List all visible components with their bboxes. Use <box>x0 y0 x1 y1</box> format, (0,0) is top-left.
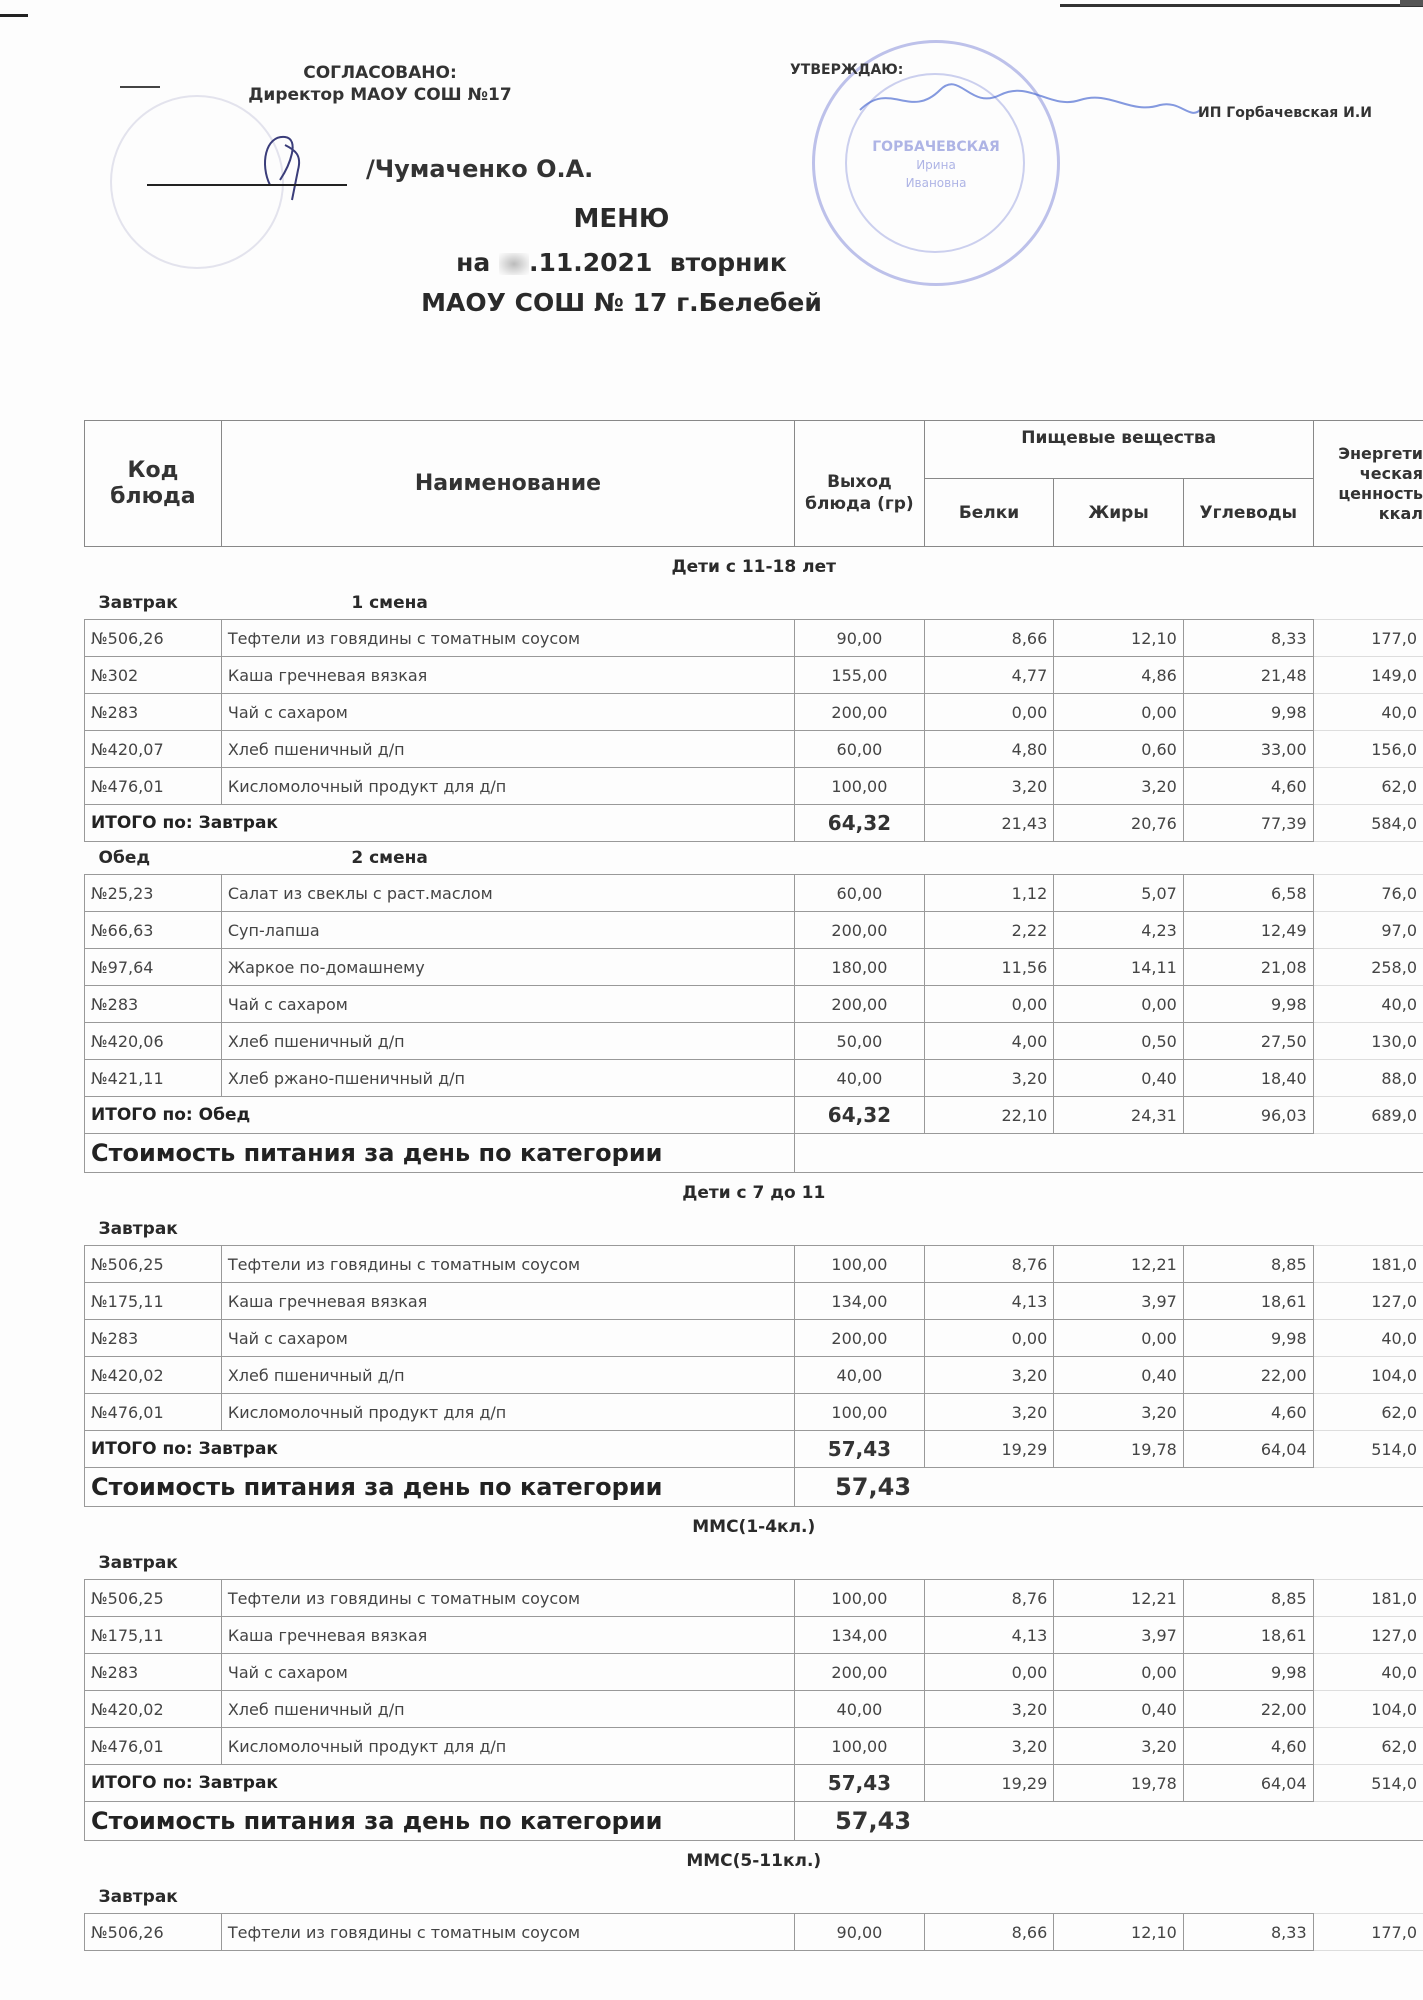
dish-code: №506,25 <box>85 1246 222 1283</box>
total-fats: 20,76 <box>1054 805 1184 842</box>
director-name: /Чумаченко О.А. <box>366 155 594 183</box>
dish-carbs: 9,98 <box>1183 1320 1313 1357</box>
meal-row <box>85 842 1423 875</box>
table-row <box>85 1654 1423 1691</box>
dish-code: №283 <box>85 986 222 1023</box>
meal-row <box>85 1881 1423 1914</box>
category-row <box>85 1173 1423 1214</box>
dish-output: 100,00 <box>795 1728 925 1765</box>
dish-proteins: 3,20 <box>924 1394 1054 1431</box>
dish-output: 40,00 <box>795 1691 925 1728</box>
table-row <box>85 768 1423 805</box>
dish-code: №476,01 <box>85 1728 222 1765</box>
meal-name: Завтрак <box>98 1887 178 1907</box>
table-row <box>85 1394 1423 1431</box>
dish-energy: 127,0 <box>1313 1617 1423 1654</box>
dish-energy: 177,0 <box>1313 620 1423 657</box>
cost-label: Стоимость питания за день по категории <box>85 1134 795 1173</box>
table-row <box>85 1617 1423 1654</box>
dish-output: 40,00 <box>795 1060 925 1097</box>
total-proteins: 21,43 <box>924 805 1054 842</box>
header-name: Наименование <box>221 421 794 547</box>
dish-fats: 3,97 <box>1054 1617 1184 1654</box>
dish-energy: 104,0 <box>1313 1691 1423 1728</box>
dish-name: Хлеб пшеничный д/п <box>221 1691 794 1728</box>
cost-value: 57,43 <box>795 1802 1054 1841</box>
total-energy: 514,0 <box>1313 1765 1423 1802</box>
dish-name: Кисломолочный продукт для д/п <box>221 768 794 805</box>
shift-label: 2 смена <box>351 848 428 868</box>
dish-code: №506,26 <box>85 1914 222 1951</box>
table-row <box>85 1728 1423 1765</box>
dish-energy: 177,0 <box>1313 1914 1423 1951</box>
dish-carbs: 8,33 <box>1183 620 1313 657</box>
dish-output: 100,00 <box>795 1246 925 1283</box>
dish-code: №66,63 <box>85 912 222 949</box>
table-row <box>85 1320 1423 1357</box>
dish-carbs: 22,00 <box>1183 1357 1313 1394</box>
dish-output: 200,00 <box>795 694 925 731</box>
dish-fats: 0,00 <box>1054 986 1184 1023</box>
dish-code: №283 <box>85 1320 222 1357</box>
dish-name: Тефтели из говядины с томатным соусом <box>221 1914 794 1951</box>
dish-fats: 3,20 <box>1054 768 1184 805</box>
dish-carbs: 12,49 <box>1183 912 1313 949</box>
dish-carbs: 18,40 <box>1183 1060 1313 1097</box>
dish-code: №421,11 <box>85 1060 222 1097</box>
dish-code: №283 <box>85 1654 222 1691</box>
dish-proteins: 11,56 <box>924 949 1054 986</box>
dish-fats: 4,86 <box>1054 657 1184 694</box>
dish-code: №420,07 <box>85 731 222 768</box>
dish-name: Жаркое по-домашнему <box>221 949 794 986</box>
dish-output: 200,00 <box>795 912 925 949</box>
meal-name: Завтрак <box>98 1219 178 1239</box>
header-nutrients: Пищевые вещества <box>924 421 1313 479</box>
total-row <box>85 1431 1423 1468</box>
dish-proteins: 0,00 <box>924 1654 1054 1691</box>
approver-signature-icon <box>850 60 1210 140</box>
dish-code: №420,02 <box>85 1357 222 1394</box>
scan-edge <box>0 0 1423 8</box>
dish-output: 90,00 <box>795 620 925 657</box>
dish-proteins: 0,00 <box>924 986 1054 1023</box>
meal-name: Завтрак <box>98 1553 178 1573</box>
stamp-line: ГОРБАЧЕВСКАЯ <box>872 139 1000 155</box>
dish-fats: 0,40 <box>1054 1357 1184 1394</box>
dish-energy: 62,0 <box>1313 1394 1423 1431</box>
category-row <box>85 547 1423 588</box>
dish-output: 200,00 <box>795 986 925 1023</box>
dish-proteins: 4,13 <box>924 1283 1054 1320</box>
dish-name: Хлеб пшеничный д/п <box>221 1357 794 1394</box>
dish-code: №25,23 <box>85 875 222 912</box>
dish-code: №97,64 <box>85 949 222 986</box>
header-fats: Жиры <box>1054 479 1184 547</box>
table-row <box>85 912 1423 949</box>
dish-name: Чай с сахаром <box>221 694 794 731</box>
dish-carbs: 8,85 <box>1183 1580 1313 1617</box>
category-row <box>85 1507 1423 1548</box>
dish-name: Суп-лапша <box>221 912 794 949</box>
dish-proteins: 8,76 <box>924 1246 1054 1283</box>
redacted-day <box>499 253 529 275</box>
dish-proteins: 2,22 <box>924 912 1054 949</box>
dish-output: 60,00 <box>795 875 925 912</box>
table-row <box>85 620 1423 657</box>
meal-row <box>85 1547 1423 1580</box>
shift-label <box>221 1547 1423 1580</box>
category-title: Дети с 11-18 лет <box>671 557 836 577</box>
table-row <box>85 1023 1423 1060</box>
dish-carbs: 4,60 <box>1183 768 1313 805</box>
total-fats: 19,78 <box>1054 1765 1184 1802</box>
dish-output: 100,00 <box>795 1580 925 1617</box>
cost-blank <box>1054 1468 1423 1507</box>
dish-proteins: 0,00 <box>924 1320 1054 1357</box>
dish-output: 100,00 <box>795 1394 925 1431</box>
dish-name: Хлеб пшеничный д/п <box>221 1023 794 1060</box>
category-title: Дети с 7 до 11 <box>682 1183 826 1203</box>
dish-energy: 62,0 <box>1313 1728 1423 1765</box>
dish-code: №476,01 <box>85 768 222 805</box>
cost-row <box>85 1802 1423 1841</box>
header-energy: Энергети ческая ценность ккал <box>1313 421 1423 547</box>
confirm-label: УТВЕРЖДАЮ: <box>790 62 904 78</box>
total-label: ИТОГО по: Завтрак <box>85 805 795 842</box>
dish-carbs: 6,58 <box>1183 875 1313 912</box>
dish-name: Тефтели из говядины с томатным соусом <box>221 1246 794 1283</box>
meal-row <box>85 587 1423 620</box>
dish-code: №476,01 <box>85 1394 222 1431</box>
dish-proteins: 3,20 <box>924 1691 1054 1728</box>
dish-carbs: 18,61 <box>1183 1617 1313 1654</box>
dish-name: Каша гречневая вязкая <box>221 1283 794 1320</box>
dish-energy: 104,0 <box>1313 1357 1423 1394</box>
dish-output: 40,00 <box>795 1357 925 1394</box>
dish-proteins: 0,00 <box>924 694 1054 731</box>
dish-output: 134,00 <box>795 1617 925 1654</box>
table-row <box>85 986 1423 1023</box>
cost-blank <box>1054 1802 1423 1841</box>
cost-row <box>85 1134 1423 1173</box>
meal-name: Обед <box>98 848 151 868</box>
approver-name: ИП Горбачевская И.И <box>1198 105 1372 121</box>
dish-energy: 130,0 <box>1313 1023 1423 1060</box>
dish-fats: 0,60 <box>1054 731 1184 768</box>
dish-carbs: 22,00 <box>1183 1691 1313 1728</box>
dish-energy: 88,0 <box>1313 1060 1423 1097</box>
header-output: Выход блюда (гр) <box>795 421 925 547</box>
approved-by: Директор МАОУ СОШ №17 <box>248 85 512 105</box>
dish-carbs: 9,98 <box>1183 694 1313 731</box>
total-output: 57,43 <box>795 1431 925 1468</box>
dish-name: Хлеб пшеничный д/п <box>221 731 794 768</box>
table-row <box>85 731 1423 768</box>
dish-energy: 97,0 <box>1313 912 1423 949</box>
dish-output: 134,00 <box>795 1283 925 1320</box>
page-title: МЕНЮ <box>573 204 670 234</box>
dish-energy: 156,0 <box>1313 731 1423 768</box>
dish-proteins: 8,66 <box>924 1914 1054 1951</box>
total-carbs: 77,39 <box>1183 805 1313 842</box>
dish-energy: 40,0 <box>1313 986 1423 1023</box>
dish-carbs: 21,08 <box>1183 949 1313 986</box>
dish-code: №283 <box>85 694 222 731</box>
dish-fats: 12,10 <box>1054 1914 1184 1951</box>
shift-label <box>221 1213 1423 1246</box>
dish-energy: 258,0 <box>1313 949 1423 986</box>
dish-energy: 40,0 <box>1313 1320 1423 1357</box>
dish-carbs: 33,00 <box>1183 731 1313 768</box>
total-output: 64,32 <box>795 1097 925 1134</box>
table-row <box>85 694 1423 731</box>
dish-name: Чай с сахаром <box>221 1654 794 1691</box>
dish-carbs: 4,60 <box>1183 1394 1313 1431</box>
shift-label: 1 смена <box>351 593 428 613</box>
dish-name: Каша гречневая вязкая <box>221 657 794 694</box>
dish-fats: 14,11 <box>1054 949 1184 986</box>
total-row <box>85 1097 1423 1134</box>
dish-energy: 40,0 <box>1313 694 1423 731</box>
stamp-line: Ивановна <box>905 176 967 190</box>
total-proteins: 22,10 <box>924 1097 1054 1134</box>
dish-fats: 4,23 <box>1054 912 1184 949</box>
dish-fats: 0,00 <box>1054 1654 1184 1691</box>
dish-name: Тефтели из говядины с томатным соусом <box>221 620 794 657</box>
total-carbs: 64,04 <box>1183 1431 1313 1468</box>
shift-label <box>221 1881 1423 1914</box>
total-carbs: 64,04 <box>1183 1765 1313 1802</box>
category-title: ММС(1-4кл.) <box>692 1517 816 1537</box>
dish-code: №175,11 <box>85 1617 222 1654</box>
dish-proteins: 3,20 <box>924 1728 1054 1765</box>
cost-label: Стоимость питания за день по категории <box>85 1468 795 1507</box>
dish-proteins: 3,20 <box>924 1357 1054 1394</box>
table-row <box>85 875 1423 912</box>
total-label: ИТОГО по: Завтрак <box>85 1765 795 1802</box>
dish-carbs: 21,48 <box>1183 657 1313 694</box>
menu-body <box>85 547 1423 1951</box>
dish-proteins: 1,12 <box>924 875 1054 912</box>
date-value: .11.2021 <box>528 248 653 277</box>
dish-energy: 76,0 <box>1313 875 1423 912</box>
dish-code: №506,26 <box>85 620 222 657</box>
dish-name: Хлеб ржано-пшеничный д/п <box>221 1060 794 1097</box>
cost-value <box>795 1134 1054 1173</box>
dish-name: Чай с сахаром <box>221 1320 794 1357</box>
table-row <box>85 1246 1423 1283</box>
dish-proteins: 3,20 <box>924 1060 1054 1097</box>
total-energy: 514,0 <box>1313 1431 1423 1468</box>
dish-fats: 0,40 <box>1054 1060 1184 1097</box>
total-carbs: 96,03 <box>1183 1097 1313 1134</box>
dish-energy: 181,0 <box>1313 1246 1423 1283</box>
dish-proteins: 4,13 <box>924 1617 1054 1654</box>
total-proteins: 19,29 <box>924 1765 1054 1802</box>
dish-energy: 62,0 <box>1313 768 1423 805</box>
menu-table <box>84 420 1423 1951</box>
dish-carbs: 8,85 <box>1183 1246 1313 1283</box>
header-carbs: Углеводы <box>1183 479 1313 547</box>
dish-fats: 0,00 <box>1054 1320 1184 1357</box>
signature-icon <box>230 125 330 205</box>
dish-energy: 40,0 <box>1313 1654 1423 1691</box>
category-title: ММС(5-11кл.) <box>686 1851 822 1871</box>
total-output: 57,43 <box>795 1765 925 1802</box>
signature-line <box>147 184 347 186</box>
total-output: 64,32 <box>795 805 925 842</box>
dish-output: 200,00 <box>795 1654 925 1691</box>
category-row <box>85 1841 1423 1882</box>
dish-output: 50,00 <box>795 1023 925 1060</box>
dish-fats: 12,10 <box>1054 620 1184 657</box>
meal-name: Завтрак <box>98 593 178 613</box>
table-row <box>85 1914 1423 1951</box>
dish-proteins: 4,80 <box>924 731 1054 768</box>
dish-fats: 3,97 <box>1054 1283 1184 1320</box>
table-row <box>85 1357 1423 1394</box>
dish-code: №420,06 <box>85 1023 222 1060</box>
stamp-line: Ирина <box>916 158 956 172</box>
dish-fats: 5,07 <box>1054 875 1184 912</box>
dish-output: 60,00 <box>795 731 925 768</box>
total-proteins: 19,29 <box>924 1431 1054 1468</box>
dish-energy: 127,0 <box>1313 1283 1423 1320</box>
total-energy: 584,0 <box>1313 805 1423 842</box>
dish-proteins: 3,20 <box>924 768 1054 805</box>
dish-name: Чай с сахаром <box>221 986 794 1023</box>
dish-output: 155,00 <box>795 657 925 694</box>
dish-code: №506,25 <box>85 1580 222 1617</box>
dish-energy: 149,0 <box>1313 657 1423 694</box>
dish-code: №175,11 <box>85 1283 222 1320</box>
dish-fats: 12,21 <box>1054 1580 1184 1617</box>
total-row <box>85 1765 1423 1802</box>
dish-energy: 181,0 <box>1313 1580 1423 1617</box>
total-label: ИТОГО по: Обед <box>85 1097 795 1134</box>
dish-code: №302 <box>85 657 222 694</box>
dish-name: Тефтели из говядины с томатным соусом <box>221 1580 794 1617</box>
table-row <box>85 949 1423 986</box>
total-fats: 24,31 <box>1054 1097 1184 1134</box>
dish-fats: 3,20 <box>1054 1394 1184 1431</box>
dish-carbs: 18,61 <box>1183 1283 1313 1320</box>
approved-label: СОГЛАСОВАНО: <box>303 63 457 83</box>
school-name: МАОУ СОШ № 17 г.Белебей <box>421 288 822 317</box>
dish-output: 200,00 <box>795 1320 925 1357</box>
cost-label: Стоимость питания за день по категории <box>85 1802 795 1841</box>
menu-date <box>0 248 1333 277</box>
cost-blank <box>1054 1134 1423 1173</box>
dish-carbs: 8,33 <box>1183 1914 1313 1951</box>
approval-block <box>220 62 540 106</box>
dish-code: №420,02 <box>85 1691 222 1728</box>
dish-name: Каша гречневая вязкая <box>221 1617 794 1654</box>
dish-carbs: 9,98 <box>1183 1654 1313 1691</box>
dish-fats: 0,40 <box>1054 1691 1184 1728</box>
table-row <box>85 1060 1423 1097</box>
dish-fats: 3,20 <box>1054 1728 1184 1765</box>
table-row <box>85 1580 1423 1617</box>
dish-fats: 0,50 <box>1054 1023 1184 1060</box>
total-row <box>85 805 1423 842</box>
dish-output: 90,00 <box>795 1914 925 1951</box>
table-row <box>85 657 1423 694</box>
weekday: вторник <box>669 248 787 277</box>
dish-output: 100,00 <box>795 768 925 805</box>
decorative-dash <box>120 86 160 88</box>
total-fats: 19,78 <box>1054 1431 1184 1468</box>
dish-name: Салат из свеклы с раст.маслом <box>221 875 794 912</box>
dish-name: Кисломолочный продукт для д/п <box>221 1728 794 1765</box>
dish-output: 180,00 <box>795 949 925 986</box>
dish-carbs: 9,98 <box>1183 986 1313 1023</box>
dish-name: Кисломолочный продукт для д/п <box>221 1394 794 1431</box>
dish-fats: 0,00 <box>1054 694 1184 731</box>
dish-carbs: 4,60 <box>1183 1728 1313 1765</box>
cost-value: 57,43 <box>795 1468 1054 1507</box>
table-row <box>85 1691 1423 1728</box>
dish-fats: 12,21 <box>1054 1246 1184 1283</box>
dish-proteins: 8,76 <box>924 1580 1054 1617</box>
header-proteins: Белки <box>924 479 1054 547</box>
header-code: Код блюда <box>85 421 222 547</box>
dish-proteins: 8,66 <box>924 620 1054 657</box>
date-prefix: на <box>456 248 491 277</box>
total-label: ИТОГО по: Завтрак <box>85 1431 795 1468</box>
total-energy: 689,0 <box>1313 1097 1423 1134</box>
meal-row <box>85 1213 1423 1246</box>
dish-proteins: 4,77 <box>924 657 1054 694</box>
table-row <box>85 1283 1423 1320</box>
cost-row <box>85 1468 1423 1507</box>
dish-carbs: 27,50 <box>1183 1023 1313 1060</box>
dish-proteins: 4,00 <box>924 1023 1054 1060</box>
